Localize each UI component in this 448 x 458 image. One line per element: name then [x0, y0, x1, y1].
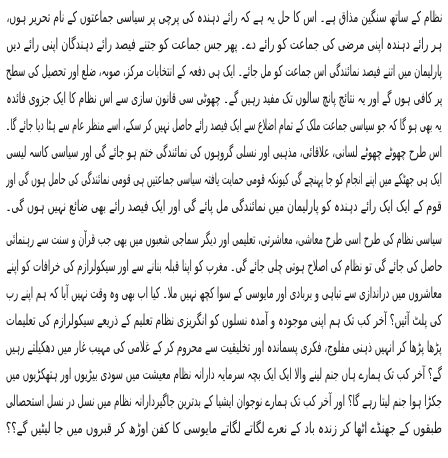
- text-line: [6, 226, 442, 253]
- text-line-content: ایک ہی جھٹکے میں اپنے انجام کو جا پہنچے گی کیونکہ قومی حمایت یافتہ سیاسی جماعتیں ہی قومی نمائندگی کی حامل ہوں گی اور: [6, 170, 442, 188]
- text-line: [6, 280, 442, 307]
- text-line-content: کی پلٹ آئیں؟ آخر کب تک ہم اپنی موجودہ و آمدہ نسلوں کو انگریزی نظام تعلیم کے ذریعے سیکولرازم کی تعلیمات: [6, 311, 442, 329]
- text-line: [6, 253, 442, 280]
- text-line: [6, 307, 442, 334]
- text-line: [6, 193, 442, 220]
- text-line: [6, 58, 442, 85]
- paragraph: [6, 226, 442, 442]
- text-line-content: پارلیمان میں اتنے فیصد نمائندگی اس جماعت کو مل جائے۔ ایک ہی دفعہ کے انتخابات مرکز، صوبہ، ضلع اور تحصیل کی سطح: [6, 62, 442, 80]
- text-line: [6, 334, 442, 361]
- text-line-content: حاصل کی جائے گی تو نظام کی اصلاح ہوتی چلی جائے گی۔ مغرب کو اپنا قبلہ بنانے سے اور سیکولرازم کی خرافات کو اپنے: [6, 257, 442, 275]
- text-line-content: طبقوں کے جھنڈے اٹھا کر زندہ باد کے نعرے لگاتے لگاتے مایوسی کا کفن اوڑھ کر قبروں میں جا لیٹیں گے؟؟: [6, 419, 442, 437]
- paragraph: [6, 4, 442, 220]
- text-line: [6, 85, 442, 112]
- text-line-content: نظام کے ساتھ سنگین مذاق ہے۔ اس کا حل یہ ہے کہ رائے دہندہ کی پرچی پر سیاسی جماعتوں کے نام تحریر ہوں،: [6, 8, 442, 26]
- text-line: [6, 415, 442, 442]
- text-line-content: اس طرح چھوٹے چھوٹے لسانی، علاقائی، مذہبی اور نسلی گروہوں کی نمائندگی ختم ہو جائے گی اور سیاسی کاسہ لیسی: [6, 143, 442, 161]
- text-line-content: پڑھا پڑھا کر انہیں ذہنی مفلوج، فکری پسماندہ اور تخلیقیت سے محروم کر کے غلامی کی مہیب غار میں دھکیلتے رہیں: [6, 338, 442, 356]
- text-line: [6, 112, 442, 139]
- text-line: [6, 361, 442, 388]
- text-line-content: گے؟ آخر کب تک ہمارے ہاں جنم لینے والا ایک ایک بچہ سرمایہ دارانہ نظام معیشت میں سودی بیڑیوں اور ہتھکڑیوں میں: [6, 365, 442, 383]
- text-line-content: پر کافی ہوں گے اور یہ نتائج پانچ سالوں تک مفید رہیں گے۔ چھوٹی سی قانون سازی سے اس نظام کا ایک جزوی فائدہ: [6, 89, 442, 107]
- text-line: [6, 388, 442, 415]
- text-line-content: معاشروں میں دراندازی سے تباہی و بربادی اور مایوسی کے سوا کچھ نہیں ملا۔ کیا اب بھی وہ وقت نہیں آیا کہ ہم اپنے رب: [6, 284, 442, 302]
- text-line: [6, 166, 442, 193]
- text-line-content: سیاسی نظام کی طرح اسی طرح معاشی، معاشرتی، تعلیمی اور دیگر سماجی شعبوں میں بھی جب قرآن و سنت سے رہنمائی: [6, 230, 442, 248]
- text-line-content: ہر رائے دہندہ اپنی مرضی کی جماعت کو رائے دے۔ پھر جس جماعت کو جتنے فیصد رائے دہندگان اپنی رائے دیں: [6, 35, 442, 53]
- text-line: [6, 31, 442, 58]
- text-line: [6, 4, 442, 31]
- text-line: [6, 139, 442, 166]
- text-line-content: قوم کے ایک ایک رائے دہندہ کو پارلیمان میں نمائندگی مل پائے گی اور ایک فیصد رائے بھی ضائع نہیں ہوں گی۔: [6, 197, 442, 215]
- text-line-content: یہ بھی ہو گا کہ جو سیاسی جماعت ملک کے تمام اضلاع سے ایک فیصد رائے حاصل نہیں کر سکے، اسے منظر عام سے ہٹا دیا جائے گا۔: [6, 116, 442, 134]
- text-line-content: جکڑا ہوا جنم لیتا رہے گا؟ اور آخر کب تک ہمارے نوجوان ایشیا کے بدترین جاگیردارانہ نظام میں نسل در نسل استحصالی: [6, 392, 442, 410]
